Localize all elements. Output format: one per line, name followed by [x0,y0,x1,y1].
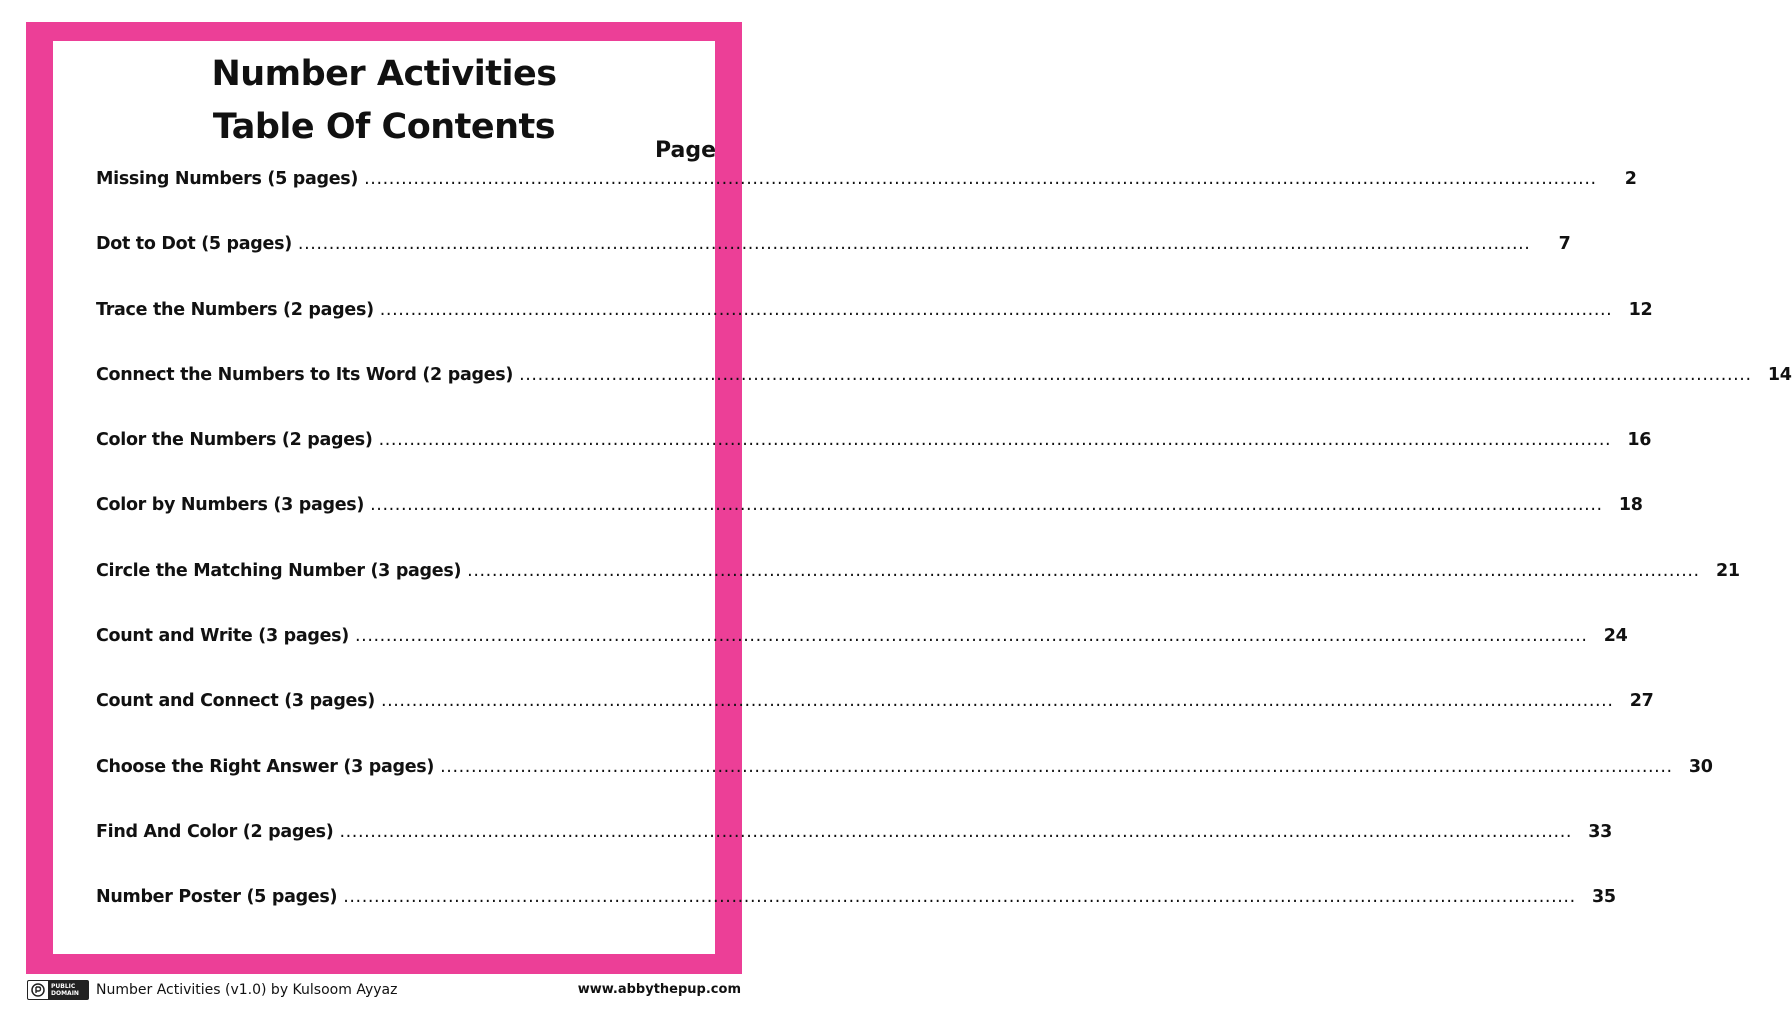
license-badge-text: PUBLIC DOMAIN [48,981,88,999]
toc-entry [96,887,1616,952]
website-link[interactable]: www.abbythepup.com [577,982,741,997]
toc-entry-page: 18 [1618,495,1643,516]
page-border [26,22,1792,974]
toc-entry-label: Count and Connect (3 pages) [96,691,375,712]
toc-entry [96,626,1628,691]
toc-entry-page: 30 [1688,756,1713,777]
page-column-header: Page [655,138,717,163]
dot-leader: ........................................................................................................................................................................................................ [343,887,1576,908]
dot-leader: ........................................................................................................................................................................................................ [467,560,1700,581]
toc-entry [96,169,1637,234]
document-title: Number Activities [211,54,557,94]
dot-leader: ........................................................................................................................................................................................................ [378,430,1612,451]
dot-leader: ........................................................................................................................................................................................................ [380,691,1614,712]
dot-leader: ........................................................................................................................................................................................................ [364,169,1597,189]
toc-entry [96,299,1653,365]
dot-leader: ........................................................................................................................................................................................................ [519,364,1752,385]
toc-entry-label: Color the Numbers (2 pages) [96,430,373,451]
toc-entry-page: 7 [1558,234,1571,255]
toc-entry-page: 16 [1627,430,1652,451]
dot-leader: ........................................................................................................................................................................................................ [370,495,1603,516]
toc-entry [96,234,1571,299]
public-domain-icon [28,981,48,999]
license-badge [27,980,89,1000]
toc-entry-label: Connect the Numbers to Its Word (2 pages) [96,364,514,385]
toc-entry [96,430,1652,495]
toc-entry-page: 33 [1588,821,1613,842]
toc-entry-label: Circle the Matching Number (3 pages) [96,560,462,581]
toc-entry-page: 12 [1628,299,1653,320]
table-of-contents [96,169,1792,953]
toc-entry-page: 24 [1603,626,1628,647]
toc-entry-label: Count and Write (3 pages) [96,626,349,647]
toc-entry-page: 27 [1629,691,1654,712]
toc-entry [96,691,1654,756]
toc-entry [96,364,1792,430]
toc-entry-label: Number Poster (5 pages) [96,887,338,908]
toc-entry-label: Find And Color (2 pages) [96,821,334,842]
footer [26,979,742,1003]
toc-entry-page: 35 [1592,887,1616,908]
toc-entry [96,756,1713,822]
toc-entry-label: Color by Numbers (3 pages) [96,495,365,516]
dot-leader: ........................................................................................................................................................................................................ [440,756,1673,777]
toc-entry [96,821,1613,887]
toc-entry [96,560,1740,626]
toc-entry [96,495,1643,560]
document-subtitle: Table Of Contents [212,107,556,147]
content-area [53,41,1792,954]
toc-entry-label: Dot to Dot (5 pages) [96,234,292,255]
toc-entry-label: Trace the Numbers (2 pages) [96,299,374,320]
dot-leader: ........................................................................................................................................................................................................ [297,234,1531,255]
toc-entry-label: Choose the Right Answer (3 pages) [96,756,435,777]
credit-line: Number Activities (v1.0) by Kulsoom Ayyaz [96,982,398,998]
toc-entry-page: 14 [1767,364,1792,385]
dot-leader: ........................................................................................................................................................................................................ [379,299,1613,320]
toc-entry-label: Missing Numbers (5 pages) [96,169,359,189]
toc-entry-page: 2 [1624,169,1637,189]
toc-entry-page: 21 [1715,560,1740,581]
dot-leader: ........................................................................................................................................................................................................ [339,821,1573,842]
dot-leader: ........................................................................................................................................................................................................ [355,626,1588,647]
